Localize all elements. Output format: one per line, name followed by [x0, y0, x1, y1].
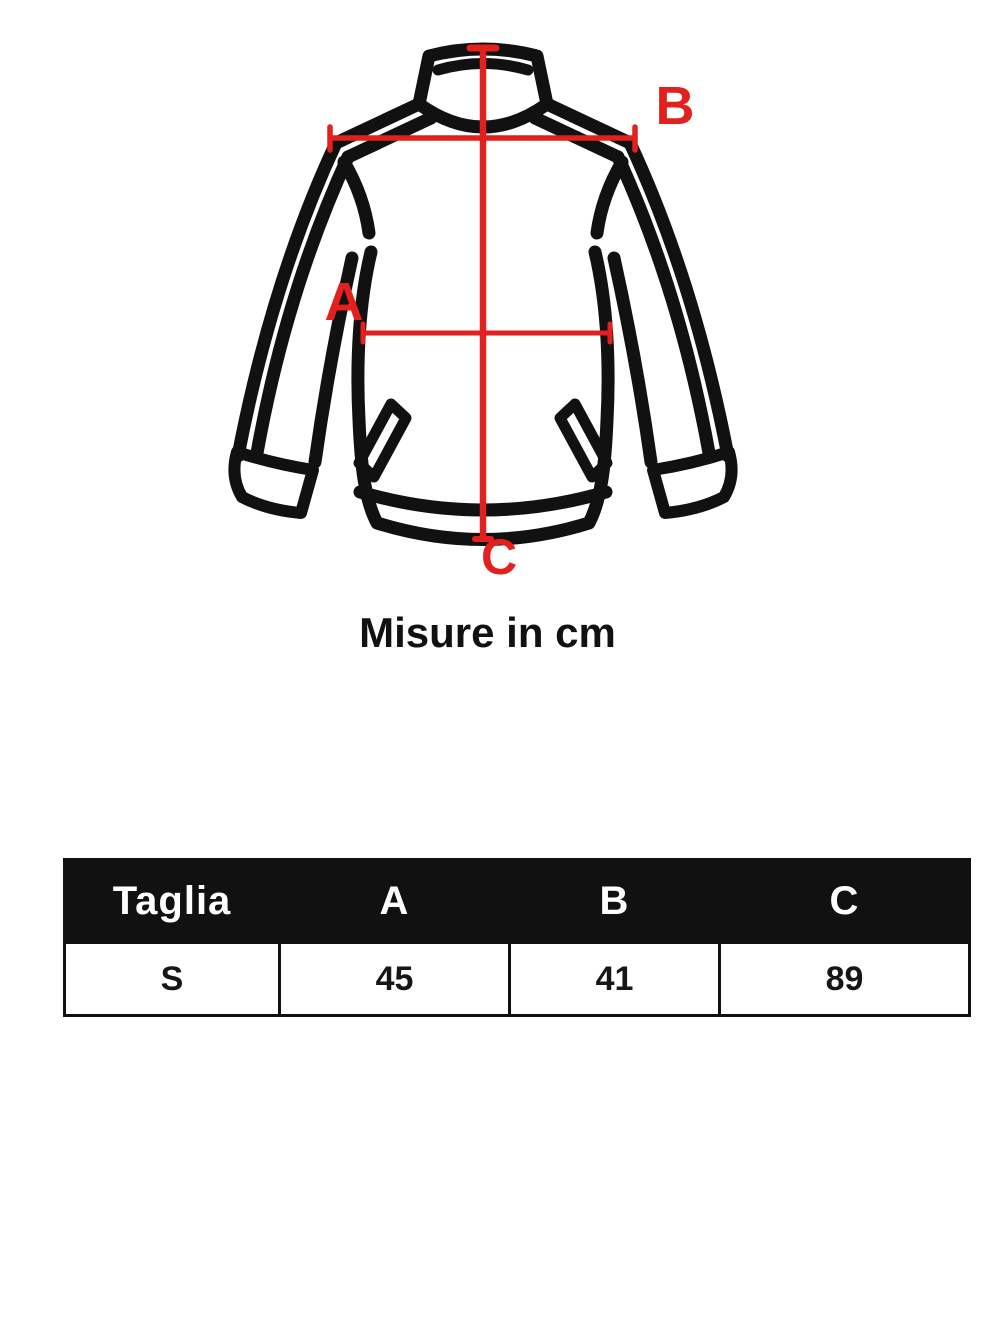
header-cell-taglia: Taglia [65, 860, 280, 943]
cell-measure-b: 41 [510, 943, 720, 1016]
size-table [63, 858, 971, 1017]
right-sleeve-inner [614, 258, 651, 462]
right-cuff [653, 452, 732, 513]
measure-label-b: B [655, 76, 695, 136]
cell-size: S [65, 943, 280, 1016]
measure-label-c: C [480, 529, 518, 585]
right-pocket [560, 404, 607, 477]
measure-label-a: A [324, 272, 364, 332]
header-cell-c: C [720, 860, 970, 943]
header-cell-b: B [510, 860, 720, 943]
left-cuff [234, 452, 313, 513]
size-table-header [65, 860, 970, 943]
header-row [65, 860, 970, 943]
left-armhole [344, 162, 369, 233]
table-row-size-s [65, 943, 970, 1016]
cell-measure-a: 45 [280, 943, 510, 1016]
jacket-measurement-diagram [0, 0, 1000, 600]
left-pocket [359, 404, 406, 477]
caption-misure-in-cm: Misure in cm [359, 609, 616, 656]
right-armhole [597, 162, 622, 233]
header-cell-a: A [280, 860, 510, 943]
cell-measure-c: 89 [720, 943, 970, 1016]
